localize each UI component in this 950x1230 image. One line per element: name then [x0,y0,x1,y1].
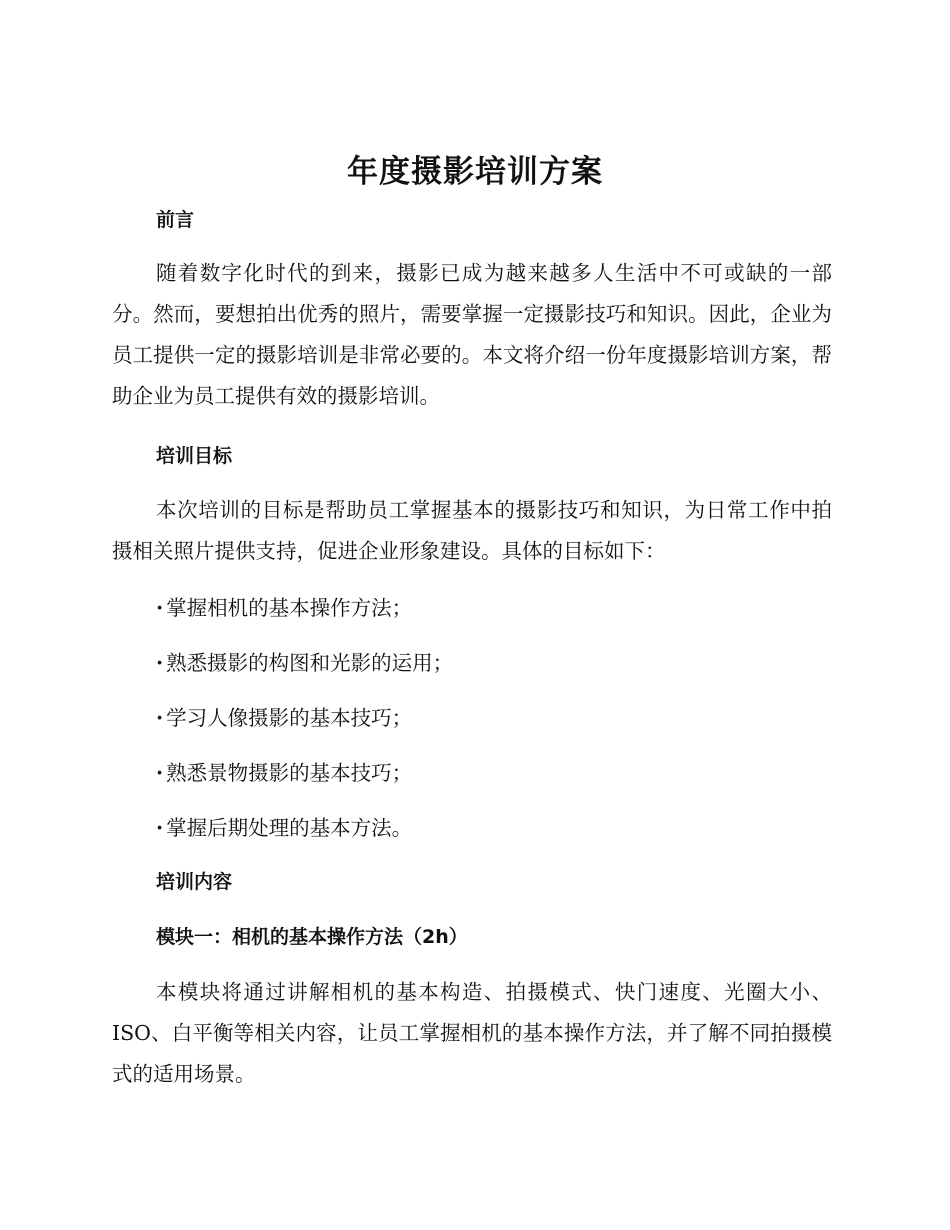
module-heading: 模块一：相机的基本操作方法（2h） [156,926,468,948]
goal-item-text: 学习人像摄影的基本技巧； [166,706,413,730]
goal-item-text: 掌握后期处理的基本方法。 [166,816,413,840]
goal-list-item [156,703,412,733]
bullet-marker: · [156,761,164,785]
goal-item-text: 熟悉景物摄影的基本技巧； [166,761,413,785]
module-paragraph: 本模块将通过讲解相机的基本构造、拍摄模式、快门速度、光圈大小、ISO、白平衡等相关内容，让员工掌握相机的基本操作方法，并了解不同拍摄模式的适用场景。 [112,980,832,1086]
goals-paragraph: 本次培训的目标是帮助员工掌握基本的摄影技巧和知识，为日常工作中拍摄相关照片提供支持，促进企业形象建设。具体的目标如下： [112,498,832,563]
goal-item-text: 掌握相机的基本操作方法； [166,596,413,620]
section-heading-goals: 培训目标 [156,445,233,467]
goal-list-item [156,593,412,623]
bullet-marker: · [156,706,164,730]
section-heading-preface: 前言 [156,209,195,231]
goal-list-item [156,758,412,788]
bullet-marker: · [156,816,164,840]
section-heading-content: 培训内容 [156,871,233,893]
bullet-marker: · [156,596,164,620]
goal-item-text: 熟悉摄影的构图和光影的运用； [166,651,454,675]
goal-list-item [156,813,412,843]
bullet-marker: · [156,651,164,675]
preface-paragraph: 随着数字化时代的到来，摄影已成为越来越多人生活中不可或缺的一部分。然而，要想拍出优秀的照片，需要掌握一定摄影技巧和知识。因此，企业为员工提供一定的摄影培训是非常必要的。本文将介绍一份年度摄影培训方案，帮助企业为员工提供有效的摄影培训。 [112,261,832,408]
document-title: 年度摄影培训方案 [347,154,603,190]
goal-list-item [156,648,453,678]
